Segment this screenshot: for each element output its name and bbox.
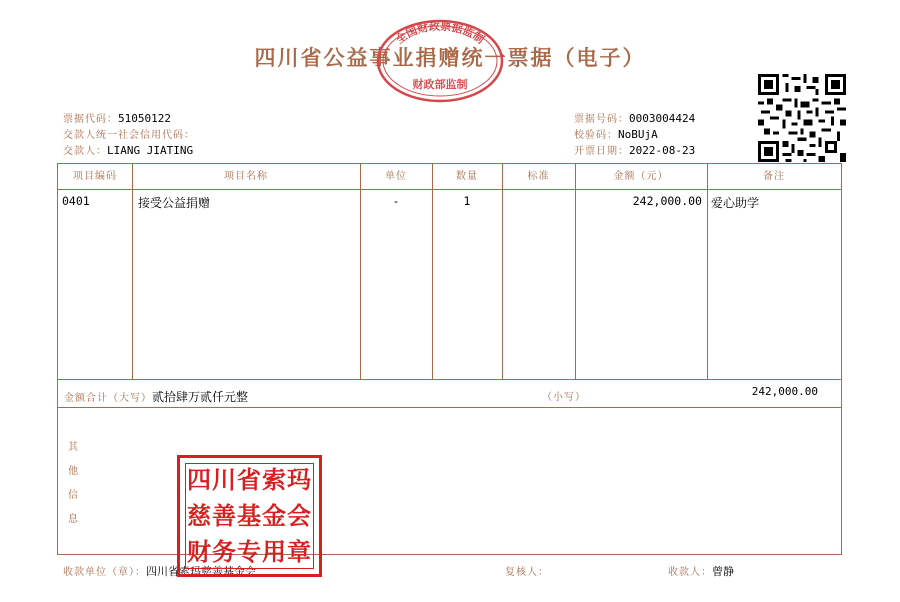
other-info-char: 其	[68, 442, 78, 453]
receipt-number-label: 票据号码：	[574, 114, 629, 125]
collector-label: 收款人：	[668, 567, 712, 578]
finance-seal-line2: 慈善基金会	[187, 501, 312, 530]
document-title: 四川省公益事业捐赠统一票据（电子）	[254, 45, 646, 70]
other-info-label	[68, 436, 82, 532]
seal-top-line1: 全国财政票据监制	[393, 19, 487, 47]
reviewer-label: 复核人：	[505, 567, 549, 578]
receipt-code-row	[63, 110, 171, 125]
total-small-value: 242,000.00	[751, 385, 818, 398]
supervision-seal-icon	[375, 18, 505, 104]
col-header-name: 项目名称	[224, 171, 268, 182]
receipt-table	[57, 163, 842, 555]
total-row	[64, 386, 248, 405]
total-small-label: （小写）	[542, 392, 586, 403]
payer-label: 交款人：	[63, 146, 107, 157]
total-label: 金额合计（大写）	[64, 393, 152, 404]
reviewer-row	[505, 563, 549, 578]
payee-unit-value: 四川省索玛慈善基金会	[146, 565, 256, 578]
col-divider	[707, 164, 708, 379]
col-divider	[502, 164, 503, 379]
col-header-standard: 标准	[527, 171, 550, 182]
svg-text:全国财政票据监制	[393, 19, 488, 47]
col-header-unit: 单位	[385, 171, 407, 182]
receipt-number-row	[574, 110, 695, 125]
cell-name: 接受公益捐赠	[138, 196, 211, 210]
collector-row	[668, 563, 734, 579]
total-words: 贰拾肆万贰仟元整	[152, 390, 249, 404]
finance-seal	[177, 455, 322, 577]
total-top-divider	[58, 379, 841, 380]
qr-code-icon[interactable]	[758, 74, 846, 162]
col-header-note: 备注	[763, 171, 785, 182]
check-code-label: 校验码：	[574, 130, 618, 141]
cell-qty: 1	[463, 194, 471, 208]
col-header-code: 项目编码	[73, 171, 117, 182]
cell-unit: -	[392, 194, 400, 208]
total-bottom-divider	[58, 407, 841, 408]
seal-top-line2: 财政部监制	[412, 78, 468, 91]
receipt-code-value: 51050122	[118, 112, 171, 125]
payer-row	[63, 142, 193, 157]
col-header-qty: 数量	[456, 171, 478, 182]
collector-value: 曾静	[712, 565, 734, 578]
col-header-amount: 金额（元）	[613, 171, 669, 182]
other-info-char: 息	[68, 514, 78, 525]
cell-amount: 242,000.00	[632, 194, 702, 208]
issue-date-label: 开票日期：	[574, 146, 629, 157]
other-info-char: 他	[68, 466, 78, 477]
issue-date-value: 2022-08-23	[629, 144, 696, 157]
header-divider	[58, 189, 841, 190]
payer-value: LIANG JIATING	[107, 144, 194, 157]
check-code-row	[574, 126, 658, 141]
finance-seal-line1: 四川省索玛	[187, 465, 312, 494]
col-divider	[132, 164, 133, 379]
other-info-char: 信	[68, 490, 78, 501]
payee-unit-label: 收款单位（章）：	[63, 567, 146, 578]
payer-credit-code-row	[63, 126, 195, 141]
issue-date-row	[574, 142, 695, 157]
cell-code: 0401	[62, 194, 90, 208]
payer-credit-code-label: 交款人统一社会信用代码：	[63, 130, 195, 141]
receipt-code-label: 票据代码：	[63, 114, 118, 125]
cell-note: 爱心助学	[711, 196, 760, 210]
check-code-value: NoBUjA	[618, 128, 658, 141]
finance-seal-line3: 财务专用章	[187, 537, 312, 566]
receipt-number-value: 0003004424	[629, 112, 696, 125]
